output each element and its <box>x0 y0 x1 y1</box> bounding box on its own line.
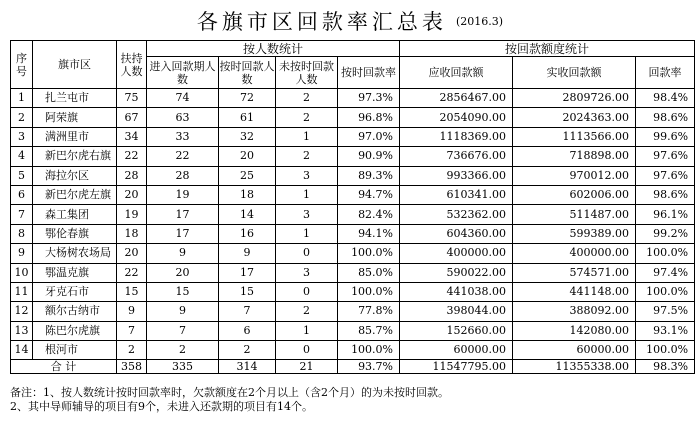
row-district: 陈巴尔虎旗 <box>33 321 117 340</box>
table-row <box>11 185 695 204</box>
row-district: 海拉尔区 <box>33 166 117 185</box>
row-support: 34 <box>117 127 147 146</box>
row-not-ontime: 0 <box>276 244 338 263</box>
page-title: 各旗市区回款率汇总表 <box>196 10 447 34</box>
row-ontime: 17 <box>219 263 276 282</box>
header-not-ontime: 未按时回款人数 <box>276 57 338 89</box>
row-received: 574571.00 <box>513 263 636 282</box>
row-not-ontime: 2 <box>276 147 338 166</box>
row-due: 60000.00 <box>400 341 513 360</box>
row-district: 鄂温克旗 <box>33 263 117 282</box>
row-rate: 97.6% <box>636 166 695 185</box>
row-entered: 15 <box>147 282 219 301</box>
row-due: 152660.00 <box>400 321 513 340</box>
table-row <box>11 108 695 127</box>
title-date: (2016.3) <box>456 14 504 28</box>
row-seq: 8 <box>11 224 33 243</box>
row-not-ontime: 1 <box>276 127 338 146</box>
row-rate: 99.6% <box>636 127 695 146</box>
row-due: 532362.00 <box>400 205 513 224</box>
row-ontime-rate: 100.0% <box>338 282 400 301</box>
total-support: 358 <box>117 360 147 374</box>
row-received: 2809726.00 <box>513 89 636 108</box>
row-due: 604360.00 <box>400 224 513 243</box>
row-due: 398044.00 <box>400 302 513 321</box>
row-not-ontime: 1 <box>276 224 338 243</box>
table-row <box>11 147 695 166</box>
row-due: 993366.00 <box>400 166 513 185</box>
row-support: 18 <box>117 224 147 243</box>
row-ontime-rate: 82.4% <box>338 205 400 224</box>
table-row <box>11 341 695 360</box>
header-support-count: 扶持人数 <box>117 41 147 89</box>
row-support: 28 <box>117 166 147 185</box>
row-received: 388092.00 <box>513 302 636 321</box>
row-received: 1113566.00 <box>513 127 636 146</box>
total-ontime: 314 <box>219 360 276 374</box>
row-support: 67 <box>117 108 147 127</box>
row-ontime: 72 <box>219 89 276 108</box>
row-seq: 9 <box>11 244 33 263</box>
row-entered: 2 <box>147 341 219 360</box>
table-row <box>11 282 695 301</box>
row-seq: 14 <box>11 341 33 360</box>
row-entered: 20 <box>147 263 219 282</box>
row-rate: 97.6% <box>636 147 695 166</box>
row-ontime: 61 <box>219 108 276 127</box>
row-rate: 93.1% <box>636 321 695 340</box>
row-due: 400000.00 <box>400 244 513 263</box>
header-seq: 序号 <box>11 41 33 89</box>
row-not-ontime: 3 <box>276 263 338 282</box>
row-district: 阿荣旗 <box>33 108 117 127</box>
row-entered: 17 <box>147 224 219 243</box>
row-seq: 13 <box>11 321 33 340</box>
row-entered: 22 <box>147 147 219 166</box>
row-entered: 19 <box>147 185 219 204</box>
row-rate: 100.0% <box>636 282 695 301</box>
row-received: 599389.00 <box>513 224 636 243</box>
row-not-ontime: 0 <box>276 341 338 360</box>
row-entered: 33 <box>147 127 219 146</box>
header-received: 实收回款额 <box>513 57 636 89</box>
row-entered: 9 <box>147 302 219 321</box>
row-received: 142080.00 <box>513 321 636 340</box>
header-ontime-rate: 按时回款率 <box>338 57 400 89</box>
row-due: 2054090.00 <box>400 108 513 127</box>
row-district: 根河市 <box>33 341 117 360</box>
row-ontime: 25 <box>219 166 276 185</box>
row-support: 20 <box>117 244 147 263</box>
header-district: 旗市区 <box>33 41 117 89</box>
header-by-people: 按人数统计 <box>147 41 400 57</box>
row-seq: 3 <box>11 127 33 146</box>
row-not-ontime: 1 <box>276 321 338 340</box>
row-seq: 5 <box>11 166 33 185</box>
table-row <box>11 127 695 146</box>
table-row <box>11 224 695 243</box>
row-ontime-rate: 96.8% <box>338 108 400 127</box>
total-ontime-rate: 93.7% <box>338 360 400 374</box>
row-district: 扎兰屯市 <box>33 89 117 108</box>
row-ontime-rate: 85.7% <box>338 321 400 340</box>
row-support: 75 <box>117 89 147 108</box>
row-not-ontime: 3 <box>276 205 338 224</box>
row-district: 满洲里市 <box>33 127 117 146</box>
note-line-1: 备注：1、按人数统计按时回款率时，欠款额度在2个月以上（含2个月）的为未按时回款。 <box>10 386 449 399</box>
row-entered: 7 <box>147 321 219 340</box>
row-seq: 12 <box>11 302 33 321</box>
row-received: 511487.00 <box>513 205 636 224</box>
row-ontime-rate: 97.0% <box>338 127 400 146</box>
row-received: 602006.00 <box>513 185 636 204</box>
title-row <box>0 6 700 36</box>
row-entered: 9 <box>147 244 219 263</box>
total-entered: 335 <box>147 360 219 374</box>
row-support: 22 <box>117 263 147 282</box>
header-rate: 回款率 <box>636 57 695 89</box>
row-ontime-rate: 100.0% <box>338 244 400 263</box>
header-entered: 进入回款期人数 <box>147 57 219 89</box>
row-support: 19 <box>117 205 147 224</box>
row-due: 736676.00 <box>400 147 513 166</box>
header-due: 应收回款额 <box>400 57 513 89</box>
table-row <box>11 89 695 108</box>
header-by-amount: 按回款额度统计 <box>400 41 695 57</box>
row-received: 718898.00 <box>513 147 636 166</box>
row-support: 2 <box>117 341 147 360</box>
row-ontime: 9 <box>219 244 276 263</box>
row-ontime-rate: 94.7% <box>338 185 400 204</box>
row-not-ontime: 0 <box>276 282 338 301</box>
row-entered: 74 <box>147 89 219 108</box>
row-rate: 98.6% <box>636 108 695 127</box>
note-line-2: 2、其中导师辅导的项目有9个，未进入还款期的项目有14个。 <box>10 400 313 413</box>
row-entered: 28 <box>147 166 219 185</box>
row-ontime: 6 <box>219 321 276 340</box>
row-ontime: 15 <box>219 282 276 301</box>
row-rate: 98.6% <box>636 185 695 204</box>
row-rate: 98.4% <box>636 89 695 108</box>
total-row <box>11 360 695 374</box>
row-seq: 7 <box>11 205 33 224</box>
row-ontime: 7 <box>219 302 276 321</box>
row-district: 新巴尔虎左旗 <box>33 185 117 204</box>
row-ontime: 14 <box>219 205 276 224</box>
row-ontime-rate: 90.9% <box>338 147 400 166</box>
row-ontime-rate: 97.3% <box>338 89 400 108</box>
row-district: 森工集团 <box>33 205 117 224</box>
total-due: 11547795.00 <box>400 360 513 374</box>
row-due: 610341.00 <box>400 185 513 204</box>
row-due: 590022.00 <box>400 263 513 282</box>
total-received: 11355338.00 <box>513 360 636 374</box>
row-ontime: 20 <box>219 147 276 166</box>
row-district: 牙克石市 <box>33 282 117 301</box>
row-ontime-rate: 100.0% <box>338 341 400 360</box>
row-district: 大杨树农场局 <box>33 244 117 263</box>
table-row <box>11 263 695 282</box>
table-row <box>11 166 695 185</box>
total-label: 合 计 <box>11 360 117 374</box>
row-ontime: 32 <box>219 127 276 146</box>
row-rate: 97.5% <box>636 302 695 321</box>
row-district: 鄂伦春旗 <box>33 224 117 243</box>
row-rate: 97.4% <box>636 263 695 282</box>
summary-table <box>10 40 695 374</box>
row-support: 20 <box>117 185 147 204</box>
row-rate: 100.0% <box>636 244 695 263</box>
row-ontime: 2 <box>219 341 276 360</box>
row-entered: 63 <box>147 108 219 127</box>
row-entered: 17 <box>147 205 219 224</box>
row-ontime-rate: 94.1% <box>338 224 400 243</box>
row-received: 400000.00 <box>513 244 636 263</box>
row-not-ontime: 2 <box>276 89 338 108</box>
table-row <box>11 205 695 224</box>
row-seq: 10 <box>11 263 33 282</box>
row-rate: 96.1% <box>636 205 695 224</box>
table-body <box>11 89 695 374</box>
row-not-ontime: 2 <box>276 108 338 127</box>
total-rate: 98.3% <box>636 360 695 374</box>
row-seq: 2 <box>11 108 33 127</box>
table-row <box>11 244 695 263</box>
header-ontime: 按时回款人数 <box>219 57 276 89</box>
row-support: 7 <box>117 321 147 340</box>
row-seq: 4 <box>11 147 33 166</box>
row-support: 15 <box>117 282 147 301</box>
row-received: 60000.00 <box>513 341 636 360</box>
table-row <box>11 321 695 340</box>
row-not-ontime: 3 <box>276 166 338 185</box>
row-due: 441038.00 <box>400 282 513 301</box>
row-received: 2024363.00 <box>513 108 636 127</box>
row-ontime-rate: 85.0% <box>338 263 400 282</box>
row-seq: 11 <box>11 282 33 301</box>
row-district: 新巴尔虎右旗 <box>33 147 117 166</box>
row-seq: 6 <box>11 185 33 204</box>
row-ontime: 16 <box>219 224 276 243</box>
table-row <box>11 302 695 321</box>
notes <box>10 386 700 414</box>
row-received: 970012.00 <box>513 166 636 185</box>
row-ontime-rate: 89.3% <box>338 166 400 185</box>
row-received: 441148.00 <box>513 282 636 301</box>
total-not-ontime: 21 <box>276 360 338 374</box>
row-due: 1118369.00 <box>400 127 513 146</box>
row-ontime: 18 <box>219 185 276 204</box>
row-district: 额尔古纳市 <box>33 302 117 321</box>
row-not-ontime: 2 <box>276 302 338 321</box>
row-support: 22 <box>117 147 147 166</box>
row-due: 2856467.00 <box>400 89 513 108</box>
row-ontime-rate: 77.8% <box>338 302 400 321</box>
row-support: 9 <box>117 302 147 321</box>
row-rate: 100.0% <box>636 341 695 360</box>
row-seq: 1 <box>11 89 33 108</box>
row-not-ontime: 1 <box>276 185 338 204</box>
row-rate: 99.2% <box>636 224 695 243</box>
